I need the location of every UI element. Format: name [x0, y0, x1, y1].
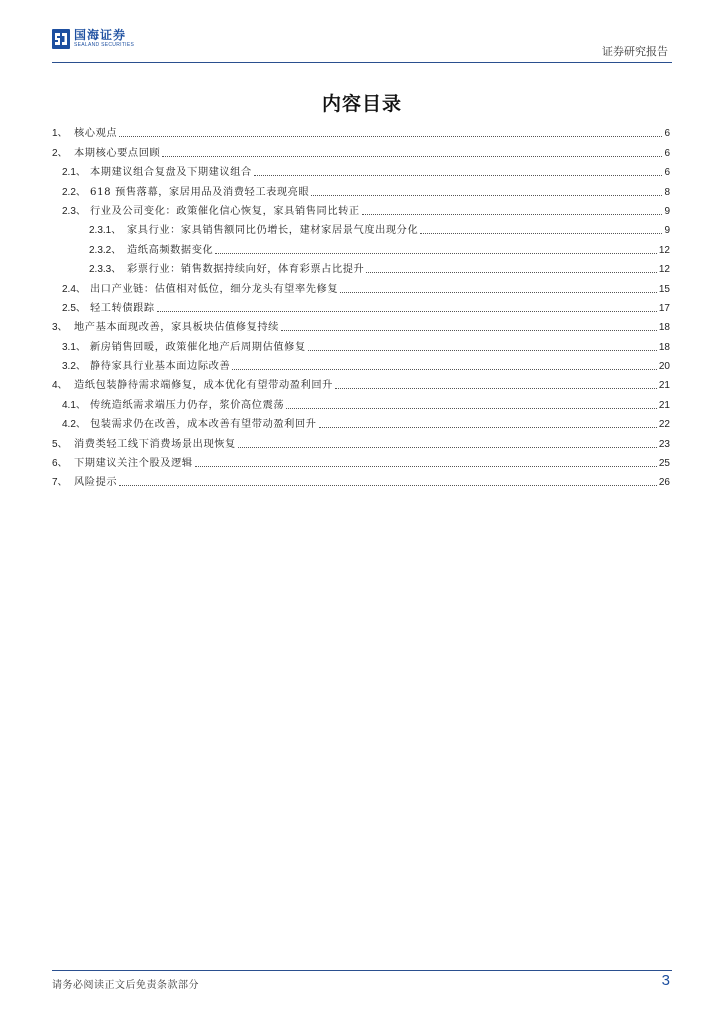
disclaimer-notice: 请务必阅读正文后免责条款部分 — [52, 980, 199, 991]
toc-entry-title: 静待家具行业基本面边际改善 — [90, 361, 231, 373]
toc-leader-dots — [119, 135, 662, 137]
sealand-logo — [52, 28, 134, 54]
toc-entry-number: 4、 — [52, 380, 68, 392]
toc-entry[interactable] — [52, 372, 670, 391]
toc-entry-page: 18 — [658, 341, 670, 353]
toc-entry-number: 2.5、 — [62, 302, 86, 314]
toc-leader-dots — [215, 252, 657, 254]
toc-entry[interactable] — [52, 314, 670, 333]
toc-entry-title: 轻工转债跟踪 — [90, 302, 155, 314]
toc-leader-dots — [157, 310, 657, 312]
toc-entry-title: 风险提示 — [74, 477, 118, 489]
toc-leader-dots — [340, 291, 657, 293]
toc-entry[interactable] — [52, 275, 670, 294]
page-header — [52, 28, 672, 63]
toc-entry-number: 3.2、 — [62, 361, 86, 373]
toc-leader-dots — [195, 465, 657, 467]
toc-entry-title: 消费类轻工线下消费场景出现恢复 — [74, 438, 236, 450]
toc-entry-number: 4.2、 — [62, 419, 86, 431]
toc-entry-title: 传统造纸需求端压力仍存，浆价高位震荡 — [90, 399, 285, 411]
toc-entry-title: 彩票行业：销售数据持续向好，体育彩票占比提升 — [127, 264, 365, 276]
toc-entry-page: 15 — [658, 283, 670, 295]
toc-entry[interactable] — [52, 411, 670, 430]
document-type-label: 证券研究报告 — [602, 45, 668, 58]
toc-leader-dots — [281, 329, 657, 331]
toc-entry[interactable] — [52, 353, 670, 372]
page-footer — [52, 970, 672, 1001]
toc-entry-number: 4.1、 — [62, 399, 86, 411]
toc-entry[interactable] — [52, 120, 670, 139]
toc-entry-number: 2.3、 — [62, 205, 86, 217]
toc-entry-title: 本期建议组合复盘及下期建议组合 — [90, 167, 252, 179]
toc-entry-page: 18 — [658, 322, 670, 334]
toc-entry-page: 6 — [664, 167, 670, 179]
logo-english-name: SEALAND SECURITIES — [74, 42, 135, 48]
toc-entry-page: 26 — [658, 477, 670, 489]
sealand-logo-icon — [52, 29, 70, 49]
toc-title: 内容目录 — [321, 93, 402, 115]
toc-leader-dots — [308, 349, 657, 351]
toc-entry-page: 21 — [658, 399, 670, 411]
toc-entry[interactable] — [52, 450, 670, 469]
toc-entry[interactable] — [52, 159, 670, 178]
toc-entry-title: 核心观点 — [74, 128, 118, 140]
toc-entry-page: 22 — [658, 419, 670, 431]
toc-leader-dots — [162, 155, 662, 157]
toc-entry[interactable] — [52, 391, 670, 410]
toc-entry-page: 9 — [664, 225, 670, 237]
toc-leader-dots — [232, 368, 657, 370]
toc-entry[interactable] — [52, 295, 670, 314]
toc-entry-number: 2.4、 — [62, 283, 86, 295]
toc-entry-number: 2.1、 — [62, 167, 86, 179]
toc-entry[interactable] — [52, 178, 670, 197]
toc-entry-number: 5、 — [52, 438, 68, 450]
toc-entry-title: 造纸高频数据变化 — [127, 244, 214, 256]
toc-entry-number: 2、 — [52, 147, 68, 159]
toc-leader-dots — [254, 174, 663, 176]
toc-entry-page: 6 — [664, 147, 670, 159]
toc-entry[interactable] — [52, 217, 670, 236]
toc-entry[interactable] — [52, 256, 670, 275]
toc-entry[interactable] — [52, 333, 670, 352]
toc-entry-number: 2.2、 — [62, 186, 86, 198]
toc-entry-title: 下期建议关注个股及逻辑 — [74, 458, 193, 470]
toc-leader-dots — [366, 271, 657, 273]
toc-leader-dots — [238, 446, 657, 448]
toc-entry[interactable] — [52, 469, 670, 488]
toc-entry-title: 本期核心要点回顾 — [74, 147, 161, 159]
toc-entry-number: 2.3.2、 — [89, 244, 122, 256]
toc-entry-number: 2.3.1、 — [89, 225, 122, 237]
toc-leader-dots — [319, 426, 657, 428]
toc-entry[interactable] — [52, 139, 670, 158]
toc-entry-title: 出口产业链：估值相对低位，细分龙头有望率先修复 — [90, 283, 339, 295]
toc-entry-page: 8 — [664, 186, 670, 198]
logo-chinese-name: 国海证券 — [74, 28, 127, 42]
toc-entry-number: 3、 — [52, 322, 68, 334]
table-of-contents — [52, 120, 670, 488]
toc-entry-title: 新房销售回暖，政策催化地产后周期估值修复 — [90, 341, 306, 353]
toc-leader-dots — [362, 213, 663, 215]
toc-entry-page: 6 — [664, 128, 670, 140]
toc-leader-dots — [311, 194, 662, 196]
toc-leader-dots — [286, 407, 657, 409]
toc-entry-number: 2.3.3、 — [89, 264, 122, 276]
toc-leader-dots — [119, 484, 657, 486]
toc-leader-dots — [335, 387, 657, 389]
toc-entry[interactable] — [52, 198, 670, 217]
toc-entry-page: 20 — [658, 361, 670, 373]
toc-entry-page: 23 — [658, 438, 670, 450]
toc-entry-title: 行业及公司变化：政策催化信心恢复，家具销售同比转正 — [90, 205, 360, 217]
toc-entry-number: 6、 — [52, 458, 68, 470]
toc-entry-page: 17 — [658, 302, 670, 314]
toc-entry-title: 造纸包装静待需求端修复，成本优化有望带动盈利回升 — [74, 380, 333, 392]
toc-entry-title: 包装需求仍在改善，成本改善有望带动盈利回升 — [90, 419, 317, 431]
toc-entry-title: 地产基本面现改善，家具板块估值修复持续 — [74, 322, 279, 334]
toc-entry[interactable] — [52, 430, 670, 449]
toc-entry-number: 1、 — [52, 128, 68, 140]
toc-entry-title: 618 预售落幕，家居用品及消费轻工表现亮眼 — [90, 186, 310, 198]
page-number: 3 — [661, 972, 670, 989]
toc-entry[interactable] — [52, 236, 670, 255]
toc-entry-page: 12 — [658, 244, 670, 256]
toc-entry-number: 7、 — [52, 477, 68, 489]
toc-entry-page: 12 — [658, 264, 670, 276]
toc-entry-number: 3.1、 — [62, 341, 86, 353]
toc-entry-page: 25 — [658, 458, 670, 470]
toc-entry-page: 21 — [658, 380, 670, 392]
toc-entry-title: 家具行业：家具销售额同比仍增长，建材家居景气度出现分化 — [127, 225, 419, 237]
toc-leader-dots — [420, 232, 662, 234]
toc-entry-page: 9 — [664, 205, 670, 217]
